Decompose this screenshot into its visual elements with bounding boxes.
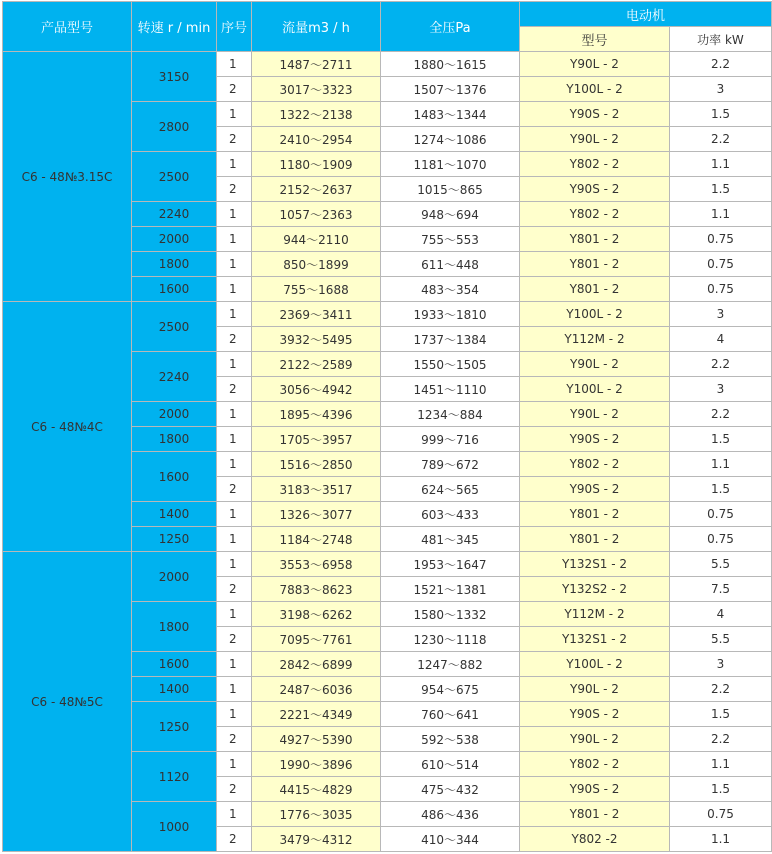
fan-spec-table [2,1,772,852]
pressure-cell: 624～565 [381,477,520,502]
seq-cell: 1 [217,752,252,777]
power-cell: 1.5 [670,177,772,202]
flow-cell: 1326～3077 [252,502,381,527]
header-power: 功率 kW [670,27,772,52]
product-model-cell: C6 - 48№3.15C [3,52,132,302]
motor-model-cell: Y90S - 2 [520,177,670,202]
motor-model-cell: Y132S2 - 2 [520,577,670,602]
seq-cell: 1 [217,452,252,477]
seq-cell: 2 [217,727,252,752]
seq-cell: 1 [217,102,252,127]
flow-cell: 2842～6899 [252,652,381,677]
motor-model-cell: Y90S - 2 [520,702,670,727]
pressure-cell: 999～716 [381,427,520,452]
seq-cell: 1 [217,227,252,252]
seq-cell: 2 [217,827,252,852]
power-cell: 0.75 [670,527,772,552]
motor-model-cell: Y132S1 - 2 [520,552,670,577]
seq-cell: 2 [217,577,252,602]
motor-model-cell: Y801 - 2 [520,527,670,552]
flow-cell: 7883～8623 [252,577,381,602]
pressure-cell: 948～694 [381,202,520,227]
speed-cell: 1120 [132,752,217,802]
motor-model-cell: Y802 -2 [520,827,670,852]
flow-cell: 3056～4942 [252,377,381,402]
pressure-cell: 1483～1344 [381,102,520,127]
power-cell: 2.2 [670,677,772,702]
power-cell: 0.75 [670,277,772,302]
speed-cell: 1250 [132,702,217,752]
motor-model-cell: Y90S - 2 [520,777,670,802]
seq-cell: 1 [217,352,252,377]
flow-cell: 3553～6958 [252,552,381,577]
pressure-cell: 475～432 [381,777,520,802]
flow-cell: 1184～2748 [252,527,381,552]
motor-model-cell: Y100L - 2 [520,77,670,102]
motor-model-cell: Y802 - 2 [520,452,670,477]
seq-cell: 1 [217,202,252,227]
seq-cell: 1 [217,652,252,677]
pressure-cell: 755～553 [381,227,520,252]
speed-cell: 2240 [132,202,217,227]
flow-cell: 1705～3957 [252,427,381,452]
seq-cell: 2 [217,627,252,652]
flow-cell: 3183～3517 [252,477,381,502]
flow-cell: 2487～6036 [252,677,381,702]
power-cell: 0.75 [670,802,772,827]
seq-cell: 1 [217,152,252,177]
motor-model-cell: Y801 - 2 [520,227,670,252]
pressure-cell: 410～344 [381,827,520,852]
power-cell: 1.5 [670,427,772,452]
power-cell: 7.5 [670,577,772,602]
power-cell: 3 [670,377,772,402]
product-model-cell: C6 - 48№5C [3,552,132,852]
power-cell: 1.1 [670,752,772,777]
seq-cell: 1 [217,802,252,827]
speed-cell: 2500 [132,152,217,202]
flow-cell: 755～1688 [252,277,381,302]
speed-cell: 1400 [132,502,217,527]
flow-cell: 2152～2637 [252,177,381,202]
seq-cell: 1 [217,302,252,327]
seq-cell: 2 [217,327,252,352]
power-cell: 1.1 [670,452,772,477]
seq-cell: 2 [217,177,252,202]
motor-model-cell: Y801 - 2 [520,252,670,277]
motor-model-cell: Y100L - 2 [520,652,670,677]
motor-model-cell: Y801 - 2 [520,502,670,527]
flow-cell: 1895～4396 [252,402,381,427]
power-cell: 1.1 [670,152,772,177]
speed-cell: 1800 [132,427,217,452]
speed-cell: 1600 [132,452,217,502]
pressure-cell: 1181～1070 [381,152,520,177]
pressure-cell: 610～514 [381,752,520,777]
seq-cell: 2 [217,477,252,502]
seq-cell: 2 [217,377,252,402]
pressure-cell: 1247～882 [381,652,520,677]
pressure-cell: 1550～1505 [381,352,520,377]
seq-cell: 1 [217,252,252,277]
pressure-cell: 1933～1810 [381,302,520,327]
speed-cell: 2500 [132,302,217,352]
motor-model-cell: Y90L - 2 [520,127,670,152]
power-cell: 2.2 [670,727,772,752]
seq-cell: 2 [217,77,252,102]
motor-model-cell: Y100L - 2 [520,377,670,402]
speed-cell: 2000 [132,402,217,427]
flow-cell: 1516～2850 [252,452,381,477]
seq-cell: 1 [217,52,252,77]
power-cell: 1.1 [670,202,772,227]
motor-model-cell: Y132S1 - 2 [520,627,670,652]
table-body [3,52,772,852]
power-cell: 1.5 [670,702,772,727]
motor-model-cell: Y801 - 2 [520,277,670,302]
seq-cell: 2 [217,777,252,802]
flow-cell: 1487～2711 [252,52,381,77]
flow-cell: 2221～4349 [252,702,381,727]
pressure-cell: 1580～1332 [381,602,520,627]
table-row [3,302,772,327]
seq-cell: 1 [217,402,252,427]
speed-cell: 2000 [132,552,217,602]
speed-cell: 1400 [132,677,217,702]
pressure-cell: 592～538 [381,727,520,752]
header-motor: 电动机 [520,2,772,27]
speed-cell: 1800 [132,602,217,652]
pressure-cell: 1015～865 [381,177,520,202]
motor-model-cell: Y90S - 2 [520,427,670,452]
speed-cell: 2800 [132,102,217,152]
flow-cell: 944～2110 [252,227,381,252]
power-cell: 0.75 [670,227,772,252]
power-cell: 3 [670,302,772,327]
seq-cell: 1 [217,552,252,577]
seq-cell: 1 [217,677,252,702]
power-cell: 4 [670,327,772,352]
header-speed: 转速 r / min [132,2,217,52]
speed-cell: 1800 [132,252,217,277]
flow-cell: 2122～2589 [252,352,381,377]
pressure-cell: 1230～1118 [381,627,520,652]
flow-cell: 1057～2363 [252,202,381,227]
speed-cell: 3150 [132,52,217,102]
table-header [3,2,772,52]
flow-cell: 3198～6262 [252,602,381,627]
speed-cell: 1000 [132,802,217,852]
speed-cell: 2240 [132,352,217,402]
flow-cell: 1322～2138 [252,102,381,127]
pressure-cell: 760～641 [381,702,520,727]
motor-model-cell: Y90L - 2 [520,352,670,377]
flow-cell: 2410～2954 [252,127,381,152]
motor-model-cell: Y90L - 2 [520,52,670,77]
pressure-cell: 1521～1381 [381,577,520,602]
pressure-cell: 1274～1086 [381,127,520,152]
flow-cell: 1990～3896 [252,752,381,777]
speed-cell: 1600 [132,652,217,677]
pressure-cell: 954～675 [381,677,520,702]
pressure-cell: 1451～1110 [381,377,520,402]
table-row [3,52,772,77]
product-model-cell: C6 - 48№4C [3,302,132,552]
power-cell: 2.2 [670,52,772,77]
flow-cell: 7095～7761 [252,627,381,652]
seq-cell: 1 [217,702,252,727]
seq-cell: 1 [217,427,252,452]
seq-cell: 1 [217,277,252,302]
pressure-cell: 481～345 [381,527,520,552]
flow-cell: 4927～5390 [252,727,381,752]
pressure-cell: 486～436 [381,802,520,827]
power-cell: 5.5 [670,552,772,577]
motor-model-cell: Y90S - 2 [520,102,670,127]
pressure-cell: 603～433 [381,502,520,527]
motor-model-cell: Y802 - 2 [520,202,670,227]
speed-cell: 1600 [132,277,217,302]
header-motor-model: 型号 [520,27,670,52]
power-cell: 1.5 [670,102,772,127]
pressure-cell: 1880～1615 [381,52,520,77]
seq-cell: 1 [217,527,252,552]
power-cell: 2.2 [670,127,772,152]
speed-cell: 2000 [132,227,217,252]
pressure-cell: 483～354 [381,277,520,302]
motor-model-cell: Y90L - 2 [520,402,670,427]
power-cell: 2.2 [670,402,772,427]
motor-model-cell: Y802 - 2 [520,752,670,777]
power-cell: 1.5 [670,477,772,502]
power-cell: 0.75 [670,502,772,527]
motor-model-cell: Y90S - 2 [520,477,670,502]
flow-cell: 3017～3323 [252,77,381,102]
pressure-cell: 1737～1384 [381,327,520,352]
motor-model-cell: Y100L - 2 [520,302,670,327]
power-cell: 1.5 [670,777,772,802]
header-pressure: 全压Pa [381,2,520,52]
header-seq: 序号 [217,2,252,52]
power-cell: 1.1 [670,827,772,852]
pressure-cell: 1234～884 [381,402,520,427]
flow-cell: 3932～5495 [252,327,381,352]
pressure-cell: 1507～1376 [381,77,520,102]
power-cell: 4 [670,602,772,627]
power-cell: 3 [670,652,772,677]
motor-model-cell: Y90L - 2 [520,727,670,752]
power-cell: 5.5 [670,627,772,652]
motor-model-cell: Y112M - 2 [520,602,670,627]
power-cell: 2.2 [670,352,772,377]
flow-cell: 1180～1909 [252,152,381,177]
flow-cell: 2369～3411 [252,302,381,327]
power-cell: 0.75 [670,252,772,277]
motor-model-cell: Y112M - 2 [520,327,670,352]
flow-cell: 1776～3035 [252,802,381,827]
seq-cell: 1 [217,602,252,627]
speed-cell: 1250 [132,527,217,552]
header-product-model: 产品型号 [3,2,132,52]
motor-model-cell: Y802 - 2 [520,152,670,177]
pressure-cell: 611～448 [381,252,520,277]
flow-cell: 3479～4312 [252,827,381,852]
seq-cell: 2 [217,127,252,152]
seq-cell: 1 [217,502,252,527]
power-cell: 3 [670,77,772,102]
motor-model-cell: Y801 - 2 [520,802,670,827]
motor-model-cell: Y90L - 2 [520,677,670,702]
pressure-cell: 1953～1647 [381,552,520,577]
pressure-cell: 789～672 [381,452,520,477]
flow-cell: 850～1899 [252,252,381,277]
header-flow: 流量m3 / h [252,2,381,52]
flow-cell: 4415～4829 [252,777,381,802]
table-row [3,552,772,577]
